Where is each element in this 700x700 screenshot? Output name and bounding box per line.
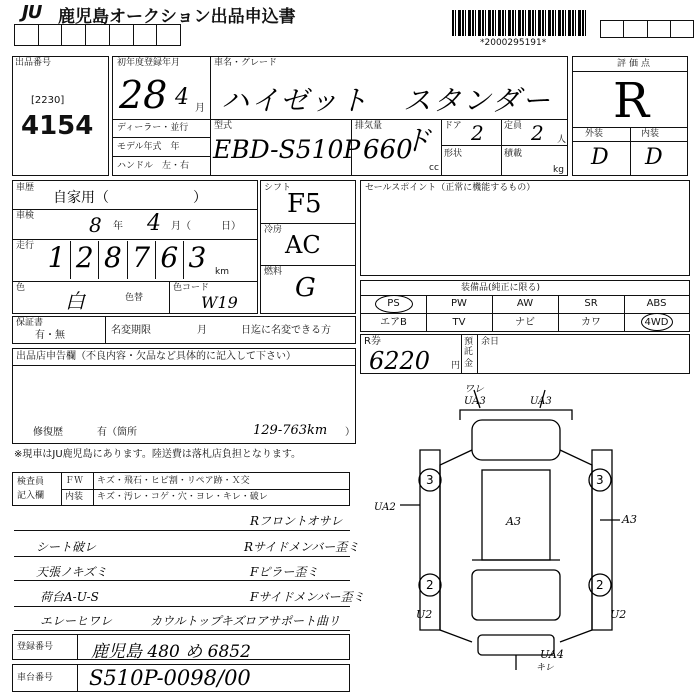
mark-ua2: UA2	[374, 502, 396, 513]
circle-num-3b: 3	[596, 473, 604, 487]
circle-num-3a: 3	[426, 473, 434, 487]
equipment-box	[360, 280, 690, 332]
inspection-month: 4	[147, 211, 161, 236]
first-reg-month-unit: 月	[195, 103, 205, 114]
warranty-period-label: 名変期限	[111, 325, 151, 336]
usage-label: 車歴	[16, 183, 35, 193]
first-reg-label: 初年度登録年月	[117, 58, 181, 68]
repair-close: ）	[345, 427, 355, 438]
interior-score: D	[645, 145, 663, 170]
4wd-circle	[641, 313, 673, 331]
ju-logo: JU	[22, 2, 42, 23]
barcode-number: *2000295191*	[480, 38, 547, 48]
note-8: エレーヒワレ	[40, 614, 113, 628]
equip-aw: AW	[516, 298, 534, 309]
registration-box	[12, 634, 350, 660]
note-9: カウルトップキズ	[150, 614, 245, 628]
registration-label: 登録番号	[17, 642, 54, 652]
mark-a3-right: A3	[622, 513, 637, 526]
fuel-label: 燃料	[264, 267, 283, 277]
first-reg-year: 28	[119, 73, 168, 117]
note-3: Rサイドメンバー歪ミ	[244, 540, 360, 554]
inspection-year-unit: 年	[113, 221, 123, 232]
note-7: Fサイドメンバー歪ミ	[250, 590, 365, 604]
color-value: 白	[65, 289, 85, 313]
lot-sub: [2230]	[31, 95, 65, 106]
note-6: 荷台A-U-S	[40, 590, 99, 604]
mark-ua3-right: UA3	[530, 396, 552, 407]
mark-u2-left: U2	[416, 608, 433, 621]
score-box	[572, 56, 688, 176]
vehicle-name-label: 車名・グレード	[214, 58, 278, 68]
vehicle-name: ハイゼット	[221, 84, 370, 117]
mileage-digit: 3	[188, 241, 207, 274]
chassis-label: 車台番号	[17, 673, 54, 683]
interior-label: 内装	[641, 129, 660, 139]
equip-airbag: エアB	[380, 317, 407, 328]
color-code-label: 色コード	[173, 283, 210, 293]
r-ticket-value: 6220	[369, 347, 431, 375]
damage-diagram	[360, 380, 690, 680]
score-value: R	[613, 73, 650, 129]
note-10: ロアサポート曲リ	[244, 614, 341, 628]
mark-ua4: UA4	[540, 648, 564, 661]
equip-tv: TV	[452, 317, 466, 328]
sales-point-label: セールスポイント（正常に機能するもの）	[365, 183, 536, 193]
shape-label: 形状	[444, 149, 463, 159]
door-value: 2	[471, 121, 484, 145]
equip-navi: ナビ	[515, 317, 535, 328]
inspector-box	[12, 472, 350, 506]
note-1: Rフロントオサレ	[250, 514, 343, 528]
mark-a3-center: A3	[506, 515, 521, 528]
mileage-unit: km	[215, 267, 229, 277]
repair-note: 129-763km	[253, 423, 328, 438]
displacement-unit: cc	[429, 163, 439, 173]
warranty-label: 保証書	[16, 318, 44, 328]
deposit-unit: 金	[464, 359, 474, 369]
form-title: 鹿児島オークション出品申込書	[58, 7, 296, 27]
inspector-row2-label: 内装	[65, 492, 84, 502]
inspection-year: 8	[89, 213, 102, 237]
r-ticket-label: R券	[364, 336, 381, 347]
capacity-label: 定員	[504, 121, 523, 131]
usage-value: 自家用（ ）	[53, 190, 207, 206]
repair-value: 有（箇所	[97, 427, 137, 438]
color-change-label: 色替	[125, 293, 144, 303]
drivetrain-block	[260, 180, 356, 314]
inspector-row1: キズ・飛石・ヒビ割・リペア跡・Ｘ交	[97, 476, 250, 486]
door-label: ドア	[444, 121, 462, 131]
equip-sr: SR	[584, 298, 598, 309]
lot-number: 4154	[21, 111, 94, 141]
capacity-value: 2	[531, 121, 544, 145]
inspector-row2: キズ・汚レ・コゲ・穴・ヨレ・キレ・破レ	[97, 492, 268, 502]
shift-value: F5	[287, 189, 322, 219]
r-ticket-box	[360, 334, 690, 374]
header-box-row	[14, 24, 181, 46]
note-4: 天張ノキズミ	[36, 565, 108, 579]
equip-abs: ABS	[646, 298, 667, 309]
chassis-box	[12, 664, 350, 692]
equip-leather: カワ	[581, 317, 601, 328]
lot-box	[12, 56, 109, 176]
r-ticket-unit: 円	[451, 361, 461, 371]
inspector-label2: 記入欄	[17, 491, 45, 501]
circle-num-2b: 2	[596, 578, 604, 592]
exterior-score: D	[591, 145, 609, 170]
mark-ware: ワレ	[464, 384, 484, 395]
equip-4wd: 4WD	[644, 317, 669, 328]
repair-label: 修復歴	[33, 427, 63, 438]
sales-point-box	[360, 180, 690, 276]
dealer-row1: ディーラー・並行	[117, 123, 189, 133]
vehicle-grade: スタンダード	[403, 84, 552, 157]
displacement-label: 排気量	[355, 121, 383, 131]
warranty-box	[12, 316, 356, 344]
inspector-row1-label: ＦＷ	[65, 476, 84, 486]
mark-u2-right: U2	[610, 608, 627, 621]
mileage-digits	[43, 241, 211, 279]
lot-label: 出品番号	[15, 58, 52, 68]
registration-value: 鹿児島 480 め 6852	[91, 642, 251, 662]
ps-circle	[375, 295, 413, 313]
warranty-note: 日迄に名変できる方	[241, 325, 331, 336]
warranty-value: 有・無	[35, 330, 65, 341]
color-code: W19	[201, 293, 238, 312]
note-5: Fピラー歪ミ	[250, 565, 319, 579]
note-2: シート破レ	[36, 540, 97, 554]
dealer-row2: モデル年式 年	[117, 142, 180, 152]
mileage-digit: 2	[71, 241, 99, 279]
inspection-month-unit: 月（ 日）	[171, 221, 241, 232]
barcode	[452, 10, 586, 36]
warranty-month: 月	[197, 325, 207, 336]
inspection-label: 車検	[16, 211, 35, 221]
inspector-label1: 検査員	[17, 477, 45, 487]
mileage-digit: 1	[43, 241, 71, 279]
remarks-box	[12, 348, 356, 444]
mileage-digit: 8	[99, 241, 127, 279]
remarks-label: 出品店申告欄（不良内容・欠品など具体的に記入して下さい）	[16, 351, 296, 362]
cooling-label: 冷房	[264, 225, 283, 235]
equipment-label: 装備品(純正に限る)	[461, 283, 541, 293]
chassis-value: S510P-0098/00	[89, 666, 251, 690]
cooling-value: AC	[285, 231, 321, 259]
dealer-row3: ハンドル 左・右	[117, 161, 190, 171]
history-block	[12, 180, 258, 314]
model-value: EBD-S510P	[213, 135, 361, 164]
mark-kire: キレ	[536, 663, 554, 673]
shift-label: シフト	[264, 183, 292, 193]
deposit-label: 預託	[464, 337, 474, 357]
color-label: 色	[16, 283, 26, 293]
fuel-value: G	[295, 273, 316, 303]
load-unit: kg	[553, 165, 564, 175]
capacity-unit: 人	[557, 135, 567, 145]
exterior-label: 外装	[585, 129, 604, 139]
displacement-value: 660	[363, 135, 413, 165]
corner-boxes	[600, 20, 694, 38]
mileage-label: 走行	[16, 241, 35, 251]
first-reg-month: 4	[175, 85, 189, 110]
equip-pw: PW	[451, 298, 467, 309]
mileage-digit: 6	[156, 241, 184, 279]
mark-ua3-left: UA3	[464, 396, 486, 407]
circle-num-2a: 2	[426, 578, 434, 592]
score-label: 評価点	[617, 59, 654, 69]
load-label: 積載	[504, 149, 523, 159]
mileage-digit: 7	[128, 241, 156, 279]
equip-ps: PS	[387, 298, 400, 309]
vehicle-info-block	[112, 56, 568, 176]
notice: ※現車はJU鹿児島にあります。陸送費は落札店負担となります。	[14, 449, 302, 460]
model-label: 型式	[214, 121, 233, 131]
surplus-label: 余日	[481, 337, 500, 347]
